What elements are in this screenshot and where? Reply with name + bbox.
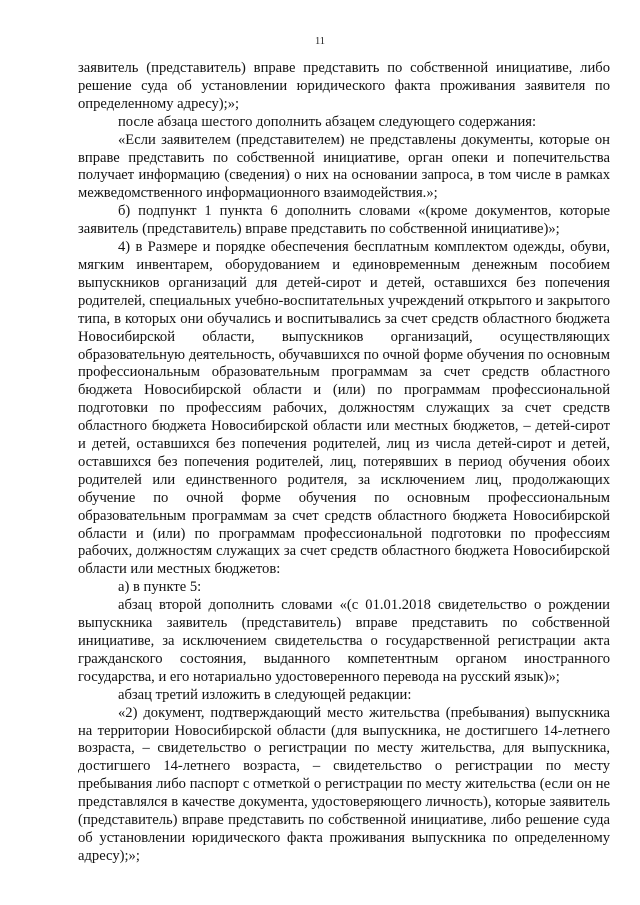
page-number: 11 xyxy=(314,36,326,47)
paragraph: а) в пункте 5: xyxy=(118,579,202,596)
paragraph: заявитель (представитель) вправе представить по собственной инициативе, либо решение суда об установлении юридического факта проживания заявителя по определенному адресу);»; xyxy=(78,60,610,112)
paragraph: «2) документ, подтверждающий место жительства (пребывания) выпускника на территории Новосибирской области (для выпускника, не достигшего 14-летнего возраста, – свидетельство о регистрации по месту жительства, для выпускника, достигшего 14-летнего возраста, – свидетельство о регистрации по месту пребывания либо паспорт с отметкой о регистрации по месту жительства (если он не представлялся в качестве документа, удостоверяющего личность), которые заявитель (представитель) вправе представить по собственной инициативе, либо решение суда об установлении юридического факта проживания выпускника по определенному адресу);»; xyxy=(78,704,610,864)
paragraph: абзац третий изложить в следующей редакции: xyxy=(118,686,412,703)
paragraph: после абзаца шестого дополнить абзацем следующего содержания: xyxy=(118,113,537,130)
document-body xyxy=(78,60,610,866)
paragraph: «Если заявителем (представителем) не представлены документы, которые он вправе представить по собственной инициативе, орган опеки и попечительства получает информацию (сведения) о них на основании запроса, в том числе в рамках межведомственного информационного взаимодействия.»; xyxy=(78,131,610,202)
paragraph: б) подпункт 1 пункта 6 дополнить словами «(кроме документов, которые заявитель (представитель) вправе представить по собственной инициативе)»; xyxy=(78,203,610,238)
paragraph: 4) в Размере и порядке обеспечения бесплатным комплектом одежды, обуви, мягким инвентарем, оборудованием и единовременным денежным пособием выпускников организаций для детей-сирот и детей, оставшихся без попечения родителей, специальных учебно-воспитательных учреждений открытого и закрытого типа, в которых они обучались и воспитывались за счет средств областного бюджета Новосибирской области, выпускников организаций, осуществляющих образовательную деятельность, обучавшихся по очной форме обучения по основным профессиональным образовательным программам за счет средств областного бюджета Новосибирской области и (или) по программам профессиональной подготовки по профессиям рабочих, должностям служащих за счет средств областного бюджета Новосибирской области или местных бюджетов, – детей-сирот и детей, оставшихся без попечения родителей, лиц из числа детей-сирот и детей, оставшихся без попечения родителей, лиц, потерявших в период обучения обоих родителей или единственного родителя, за исключением лиц, продолжающих обучение по очной форме обучения по основным профессиональным образовательным программам за счет средств областного бюджета Новосибирской области и (или) по программам профессиональной подготовки по профессиям рабочих, должностям служащих за счет средств областного бюджета Новосибирской области или местных бюджетов: xyxy=(78,239,610,578)
paragraph: абзац второй дополнить словами «(с 01.01.2018 свидетельство о рождении выпускника заявитель (представитель) вправе представить по собственной инициативе, за исключением свидетельства о государственной регистрации акта гражданского состояния, выданного компетентным органом иностранного государства, и его нотариально удостоверенного перевода на русский язык)»; xyxy=(78,597,610,685)
